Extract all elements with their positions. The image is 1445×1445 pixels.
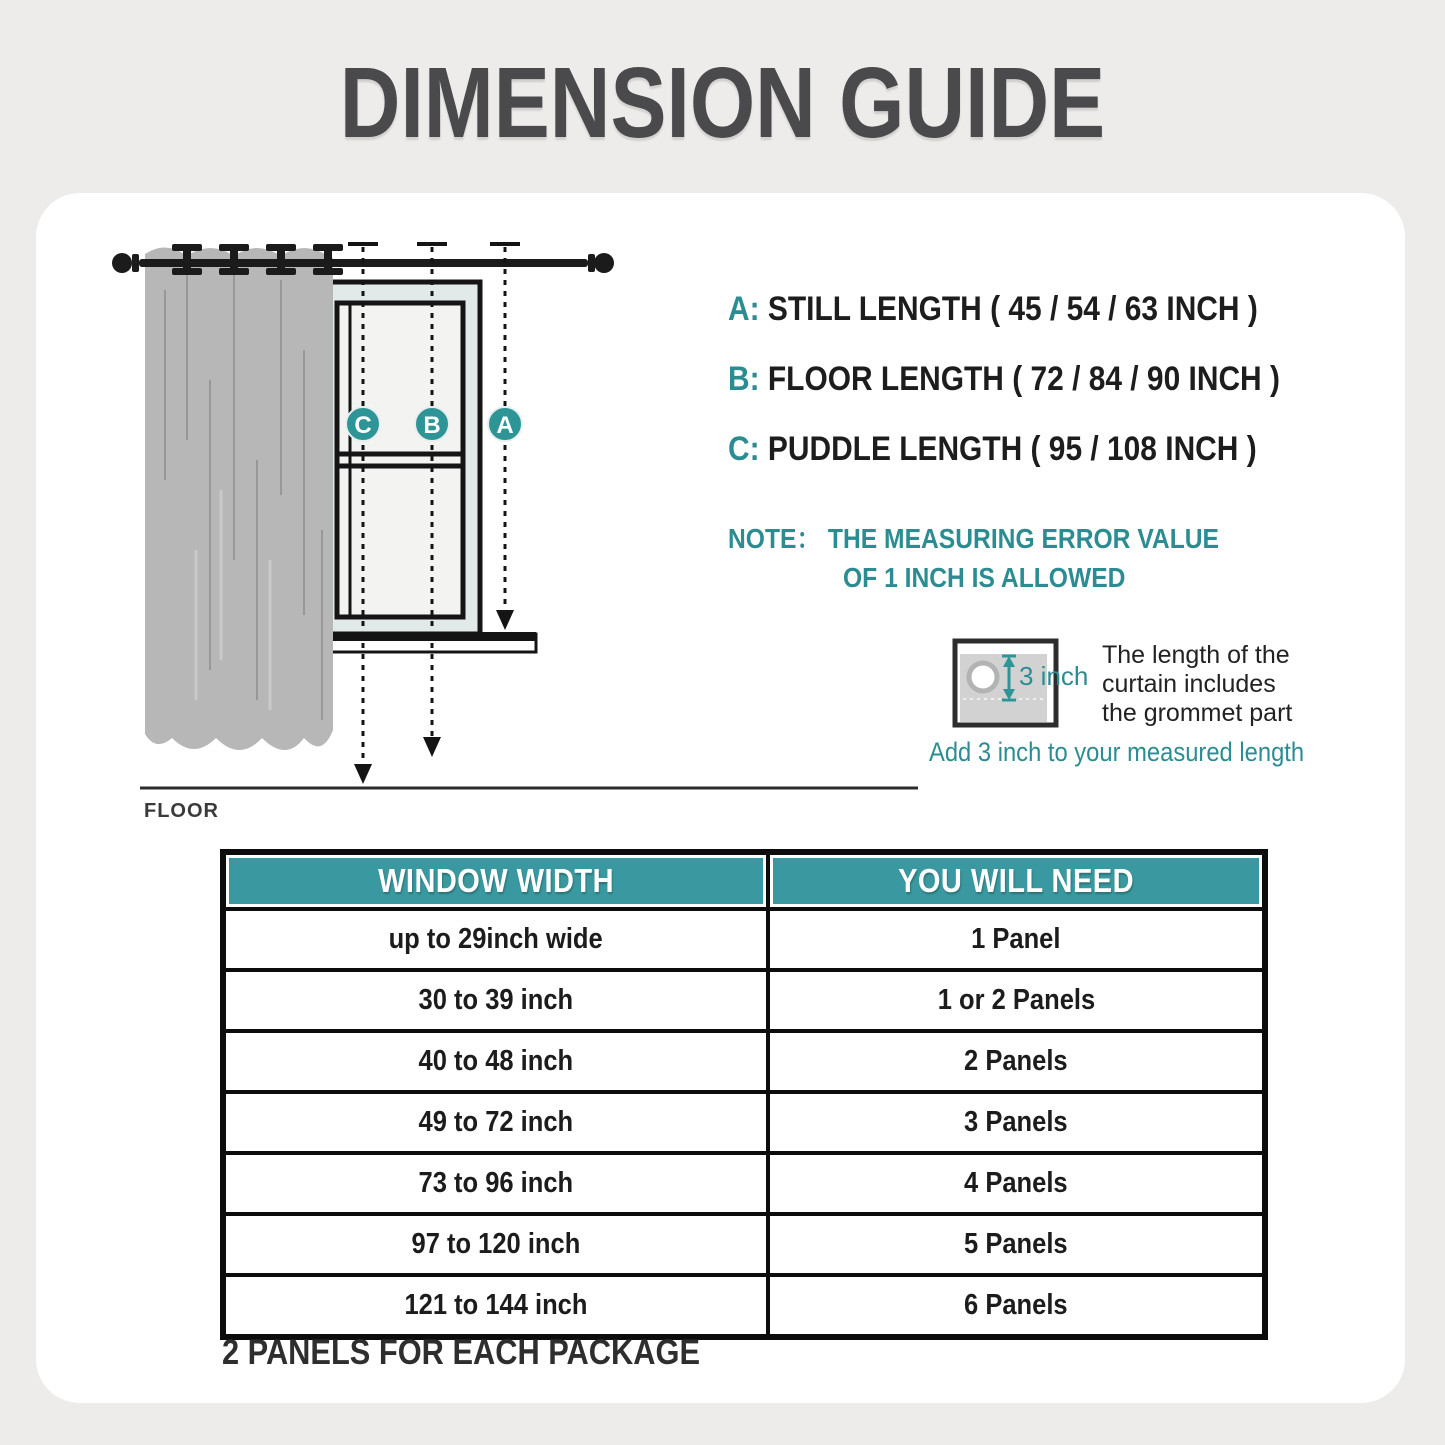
table-row — [223, 970, 1265, 1031]
window-sill — [318, 632, 536, 652]
table-cell: 5 Panels — [768, 1214, 1265, 1275]
table-row — [223, 1214, 1265, 1275]
length-b-text: FLOOR LENGTH ( 72 / 84 / 90 INCH ) — [759, 360, 1280, 398]
table-row — [223, 1031, 1265, 1092]
length-c-prefix: C: — [728, 430, 760, 468]
table-cell: 73 to 96 inch — [223, 1153, 768, 1214]
table-cell: 3 Panels — [768, 1092, 1265, 1153]
note-line-1: NOTE： THE MEASURING ERROR VALUE — [728, 523, 1219, 554]
length-a-prefix: A: — [728, 290, 760, 328]
length-line-c — [728, 430, 1329, 470]
length-line-b — [728, 360, 1355, 400]
grommet-description-line: The length of the — [1102, 641, 1290, 669]
grommet-tip: Add 3 inch to your measured length — [929, 737, 1305, 767]
marker-letter-b: B — [423, 412, 441, 439]
table-cell: 4 Panels — [768, 1153, 1265, 1214]
table-cell: 30 to 39 inch — [223, 970, 768, 1031]
panel-table — [220, 849, 1268, 1340]
grommet-description-line: the grommet part — [1102, 699, 1293, 727]
table-cell: 40 to 48 inch — [223, 1031, 768, 1092]
table-cell: 1 Panel — [768, 909, 1265, 970]
table-cell: 1 or 2 Panels — [768, 970, 1265, 1031]
floor-label: FLOOR — [144, 800, 219, 822]
length-line-a — [728, 290, 1330, 330]
marker-badge-a — [488, 407, 522, 441]
note-line-2: OF 1 INCH IS ALLOWED — [843, 562, 1126, 593]
table-row — [223, 1092, 1265, 1153]
table-row — [223, 1275, 1265, 1337]
rod-finial-right — [594, 253, 614, 273]
length-a-text: STILL LENGTH ( 45 / 54 / 63 INCH ) — [759, 290, 1258, 328]
grommet-description — [1102, 641, 1292, 728]
table-row — [223, 909, 1265, 970]
table-row — [223, 1153, 1265, 1214]
page-title: DIMENSION GUIDE — [339, 47, 1106, 159]
length-c-text: PUDDLE LENGTH ( 95 / 108 INCH ) — [759, 430, 1257, 468]
table-cell: up to 29inch wide — [223, 909, 768, 970]
header-window-width: WINDOW WIDTH — [223, 852, 768, 909]
table-cell: 6 Panels — [768, 1275, 1265, 1337]
table-cell: 2 Panels — [768, 1031, 1265, 1092]
content-card — [36, 193, 1405, 1403]
grommet-ring-icon — [969, 663, 997, 691]
three-inch-label: 3 inch — [1019, 661, 1089, 691]
marker-badge-b — [415, 407, 449, 441]
marker-letter-a: A — [496, 412, 514, 439]
length-b-prefix: B: — [728, 360, 760, 398]
table-cell: 97 to 120 inch — [223, 1214, 768, 1275]
curtain-panel — [145, 247, 333, 750]
marker-letter-c: C — [354, 412, 372, 439]
table-cell: 49 to 72 inch — [223, 1092, 768, 1153]
window-frame — [322, 282, 480, 634]
grommet-description-line: curtain includes — [1102, 670, 1276, 698]
rod-finial-left — [112, 253, 132, 273]
table-header-row — [223, 852, 1265, 909]
panel-table-body — [223, 909, 1265, 1337]
table-cell: 121 to 144 inch — [223, 1275, 768, 1337]
header-you-will-need: YOU WILL NEED — [768, 852, 1265, 909]
package-note: 2 PANELS FOR EACH PACKAGE — [222, 1333, 701, 1372]
marker-badge-c — [346, 407, 380, 441]
